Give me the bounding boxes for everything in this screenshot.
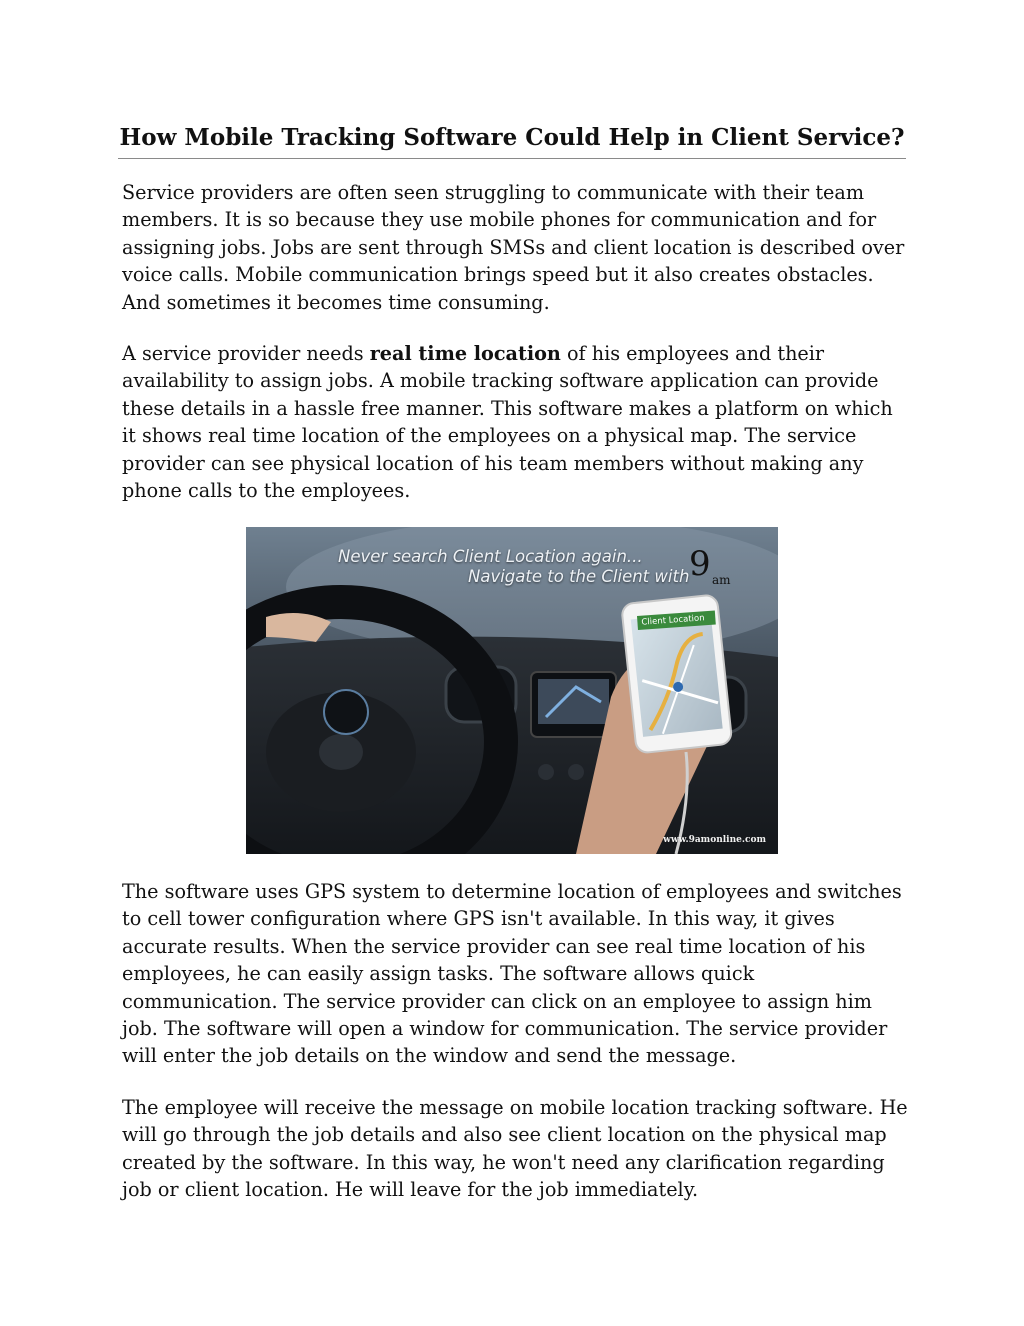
brand-logo-suffix: am [712, 573, 731, 587]
image-watermark: www.9amonline.com [663, 835, 766, 845]
real-time-location-emphasis: real time location [369, 342, 561, 365]
paragraph-2 [122, 340, 912, 504]
phone-client-location-banner: Client Location [637, 611, 716, 630]
paragraph-2-lead: A service provider needs [122, 342, 370, 365]
paragraph-2-rest: of his employees and their availability to assign jobs. A mobile tracking software application can provide these details in a hassle free manner. This software makes a platform on which it shows real time location of the employees on a physical map. The service provider can see physical location of his team members without making any phone calls to the employees. [122, 342, 893, 503]
paragraph-3: The software uses GPS system to determine location of employees and switches to cell tower configuration where GPS isn't available. In this way, it gives accurate results. When the service provider can see real time location of his employees, he can easily assign tasks. The software allows quick communication. The service provider can click on an employee to assign him job. The software will open a window for communication. The service provider will enter the job details on the window and send the message. [122, 880, 902, 1068]
paragraph-1: Service providers are often seen struggling to communicate with their team members. It is so because they use mobile phones for communication and for assigning jobs. Jobs are sent through SMSs and client location is described over voice calls. Mobile communication brings speed but it also creates obstacles. And sometimes it becomes time consuming. [122, 181, 905, 314]
image-caption-line1: Never search Client Location again... [338, 547, 643, 566]
car-navigation-photo [246, 527, 778, 854]
document-title: How Mobile Tracking Software Could Help in Client Service? [118, 118, 906, 159]
brand-logo-number: 9 [689, 544, 711, 584]
paragraph-4: The employee will receive the message on mobile location tracking software. He will go through the job details and also see client location on the physical map created by the software. In this way, he won't need any clarification regarding job or client location. He will leave for the job immediately. [122, 1096, 908, 1202]
image-caption-line2: Navigate to the Client with [468, 567, 690, 586]
